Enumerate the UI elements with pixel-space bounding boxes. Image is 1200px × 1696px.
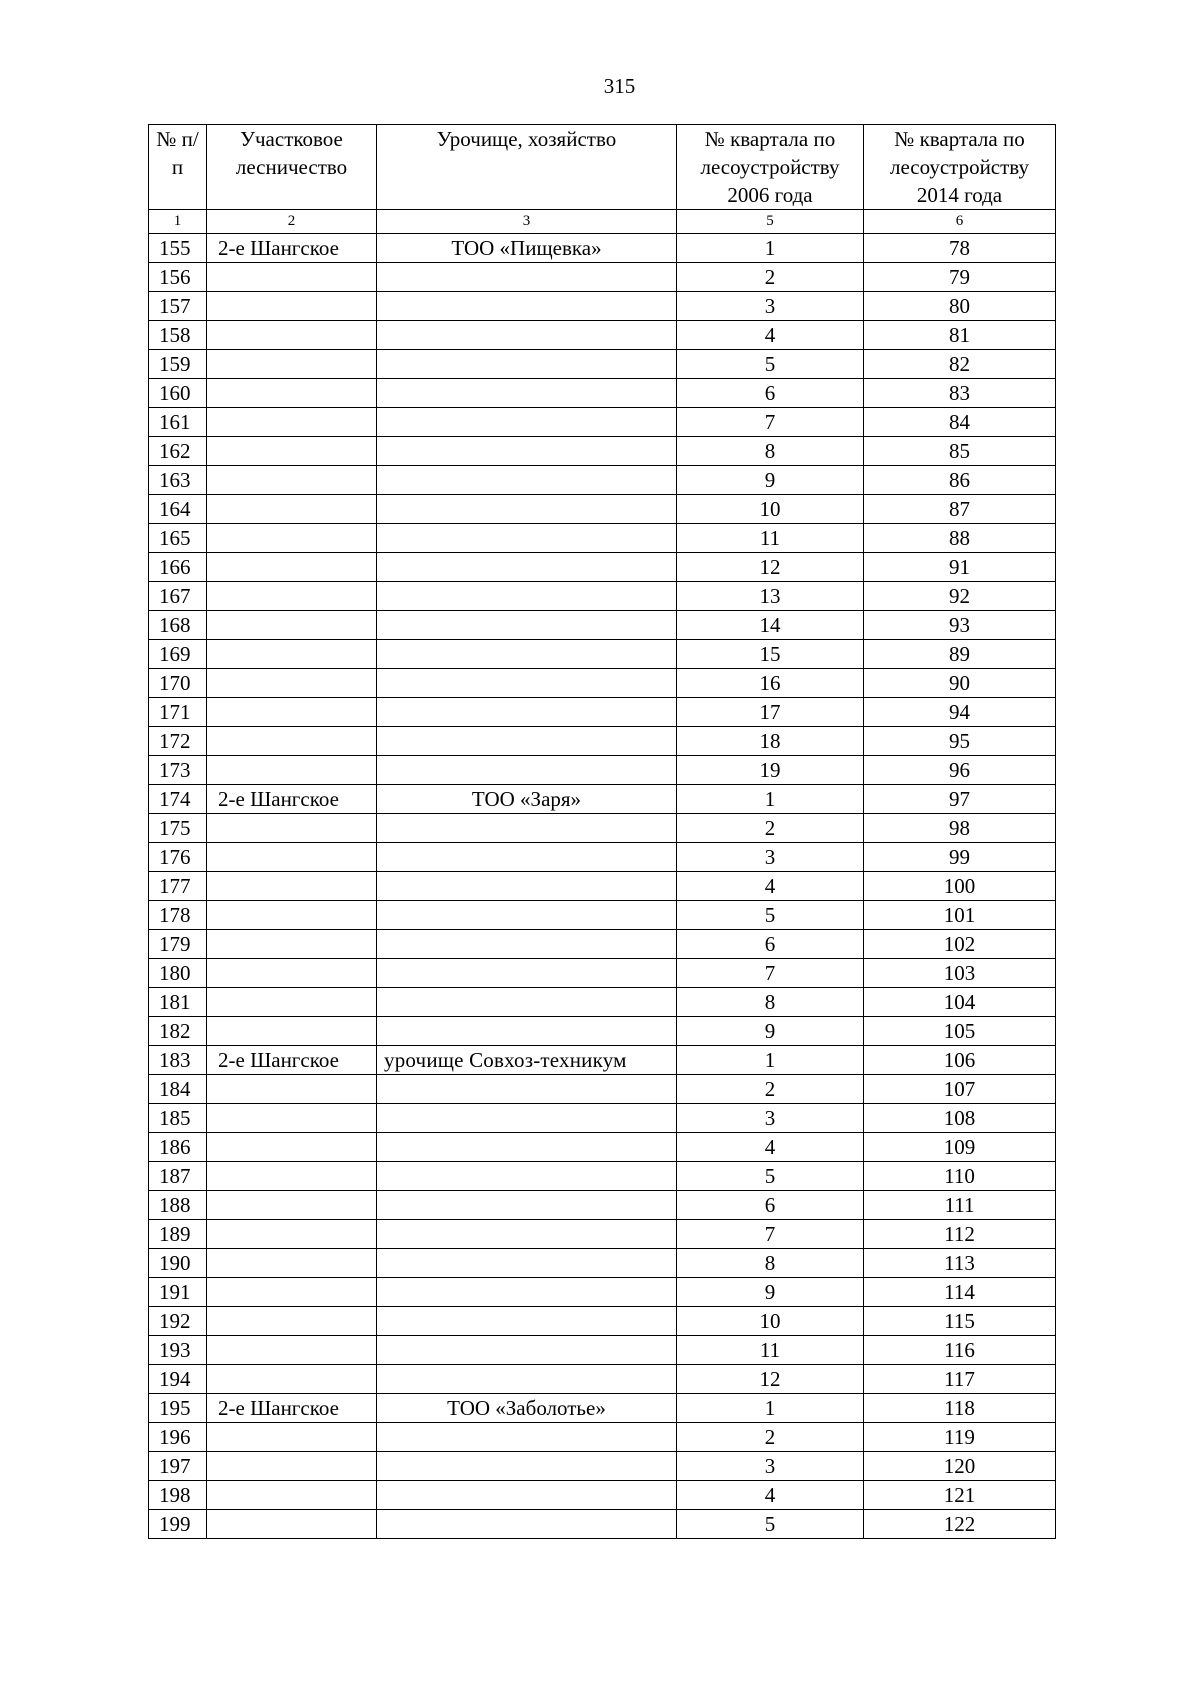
quarter-2014-cell: 115 <box>864 1307 1056 1336</box>
table-row <box>149 669 1056 698</box>
forestry-cell <box>207 1104 377 1133</box>
tract-cell <box>377 756 677 785</box>
tract-cell <box>377 930 677 959</box>
table-row <box>149 1046 1056 1075</box>
quarter-2006-cell: 19 <box>677 756 864 785</box>
tract-cell <box>377 988 677 1017</box>
quarter-2014-cell: 103 <box>864 959 1056 988</box>
tract-cell <box>377 611 677 640</box>
page-number: 315 <box>603 74 636 98</box>
quarter-2014-cell: 119 <box>864 1423 1056 1452</box>
table-row <box>149 1278 1056 1307</box>
tract-cell <box>377 1075 677 1104</box>
tract-cell <box>377 872 677 901</box>
quarter-2014-cell: 84 <box>864 408 1056 437</box>
quarter-2014-cell: 99 <box>864 843 1056 872</box>
quarter-2014-cell: 108 <box>864 1104 1056 1133</box>
tract-cell <box>377 553 677 582</box>
tract-cell <box>377 292 677 321</box>
quarter-2014-cell: 116 <box>864 1336 1056 1365</box>
quarter-2014-cell: 89 <box>864 640 1056 669</box>
row-number-cell: 185 <box>149 1104 207 1133</box>
tract-cell <box>377 466 677 495</box>
row-number-cell: 165 <box>149 524 207 553</box>
quarter-2006-cell: 8 <box>677 988 864 1017</box>
quarter-2006-cell: 3 <box>677 292 864 321</box>
row-number-cell: 176 <box>149 843 207 872</box>
quarter-2006-cell: 1 <box>677 1394 864 1423</box>
tract-cell: ТОО «Заболотье» <box>377 1394 677 1423</box>
forestry-cell: 2-е Шангское <box>207 785 377 814</box>
quarter-2014-cell: 86 <box>864 466 1056 495</box>
tract-cell: ТОО «Пищевка» <box>377 234 677 263</box>
row-number-cell: 193 <box>149 1336 207 1365</box>
row-number-cell: 181 <box>149 988 207 1017</box>
table-row <box>149 1307 1056 1336</box>
forestry-cell <box>207 1278 377 1307</box>
tract-cell <box>377 843 677 872</box>
forestry-cell <box>207 1133 377 1162</box>
tract-cell <box>377 1017 677 1046</box>
tract-cell <box>377 698 677 727</box>
row-number-cell: 159 <box>149 350 207 379</box>
row-number-cell: 179 <box>149 930 207 959</box>
quarter-2014-cell: 90 <box>864 669 1056 698</box>
quarter-2014-cell: 109 <box>864 1133 1056 1162</box>
quarter-2014-cell: 93 <box>864 611 1056 640</box>
quarter-2006-cell: 9 <box>677 1278 864 1307</box>
quarter-2006-cell: 6 <box>677 379 864 408</box>
tract-cell <box>377 1220 677 1249</box>
table-row <box>149 1191 1056 1220</box>
tract-cell <box>377 959 677 988</box>
row-number-cell: 172 <box>149 727 207 756</box>
forestry-cell <box>207 611 377 640</box>
tract-cell <box>377 640 677 669</box>
tract-cell: урочище Совхоз-техникум <box>377 1046 677 1075</box>
quarter-2006-cell: 5 <box>677 1162 864 1191</box>
header-quarter-2006: № квартала по лесоустройству 2006 года <box>677 125 864 210</box>
table-row <box>149 292 1056 321</box>
table-row <box>149 263 1056 292</box>
table-row <box>149 872 1056 901</box>
quarter-2006-cell: 14 <box>677 611 864 640</box>
table-row <box>149 785 1056 814</box>
header-tract-farm: Урочище, хозяйство <box>377 125 677 210</box>
table-row <box>149 1365 1056 1394</box>
forestry-cell <box>207 669 377 698</box>
row-number-cell: 186 <box>149 1133 207 1162</box>
row-number-cell: 194 <box>149 1365 207 1394</box>
row-number-cell: 157 <box>149 292 207 321</box>
tract-cell <box>377 1481 677 1510</box>
quarter-2006-cell: 9 <box>677 466 864 495</box>
quarter-2006-cell: 6 <box>677 1191 864 1220</box>
row-number-cell: 158 <box>149 321 207 350</box>
tract-cell <box>377 1162 677 1191</box>
forestry-cell: 2-е Шангское <box>207 1046 377 1075</box>
tract-cell <box>377 1452 677 1481</box>
row-number-cell: 180 <box>149 959 207 988</box>
quarter-2006-cell: 2 <box>677 1423 864 1452</box>
table-row <box>149 901 1056 930</box>
quarter-2014-cell: 118 <box>864 1394 1056 1423</box>
forestry-cell <box>207 1336 377 1365</box>
row-number-cell: 198 <box>149 1481 207 1510</box>
table-row <box>149 727 1056 756</box>
row-number-cell: 156 <box>149 263 207 292</box>
row-number-cell: 187 <box>149 1162 207 1191</box>
tract-cell <box>377 669 677 698</box>
table-row <box>149 379 1056 408</box>
quarter-2014-cell: 112 <box>864 1220 1056 1249</box>
forestry-cell <box>207 901 377 930</box>
forestry-cell <box>207 814 377 843</box>
quarter-2006-cell: 16 <box>677 669 864 698</box>
column-number-row <box>149 210 1056 234</box>
quarter-2014-cell: 101 <box>864 901 1056 930</box>
quarter-2014-cell: 94 <box>864 698 1056 727</box>
forestry-cell <box>207 640 377 669</box>
forestry-cell <box>207 872 377 901</box>
table-row <box>149 698 1056 727</box>
quarter-2006-cell: 9 <box>677 1017 864 1046</box>
row-number-cell: 190 <box>149 1249 207 1278</box>
quarter-2014-cell: 82 <box>864 350 1056 379</box>
quarter-2006-cell: 2 <box>677 814 864 843</box>
forestry-cell <box>207 1452 377 1481</box>
header-row-number: № п/п <box>149 125 207 210</box>
row-number-cell: 183 <box>149 1046 207 1075</box>
quarter-2014-cell: 105 <box>864 1017 1056 1046</box>
quarter-2014-cell: 122 <box>864 1510 1056 1539</box>
table-row <box>149 1481 1056 1510</box>
quarter-2006-cell: 8 <box>677 437 864 466</box>
table-row <box>149 1336 1056 1365</box>
forestry-cell: 2-е Шангское <box>207 1394 377 1423</box>
table-row <box>149 640 1056 669</box>
forestry-cell <box>207 408 377 437</box>
quarter-2006-cell: 10 <box>677 1307 864 1336</box>
quarter-2014-cell: 92 <box>864 582 1056 611</box>
forestry-cell <box>207 756 377 785</box>
quarter-2006-cell: 17 <box>677 698 864 727</box>
forestry-cell <box>207 263 377 292</box>
table-row <box>149 1220 1056 1249</box>
quarter-2006-cell: 13 <box>677 582 864 611</box>
table-row <box>149 1075 1056 1104</box>
table-row <box>149 1104 1056 1133</box>
row-number-cell: 189 <box>149 1220 207 1249</box>
tract-cell <box>377 1278 677 1307</box>
quarter-2006-cell: 3 <box>677 1452 864 1481</box>
quarter-register-table <box>148 124 1056 1539</box>
table-row <box>149 1017 1056 1046</box>
table-row <box>149 1249 1056 1278</box>
forestry-cell <box>207 843 377 872</box>
row-number-cell: 174 <box>149 785 207 814</box>
forestry-cell <box>207 698 377 727</box>
table-row <box>149 466 1056 495</box>
row-number-cell: 168 <box>149 611 207 640</box>
table-row <box>149 814 1056 843</box>
table-row <box>149 611 1056 640</box>
forestry-cell <box>207 1249 377 1278</box>
tract-cell <box>377 408 677 437</box>
forestry-cell <box>207 1365 377 1394</box>
table-row <box>149 959 1056 988</box>
quarter-2014-cell: 98 <box>864 814 1056 843</box>
table-row <box>149 1510 1056 1539</box>
forestry-cell <box>207 1191 377 1220</box>
forestry-cell <box>207 1510 377 1539</box>
table-row <box>149 1133 1056 1162</box>
quarter-2006-cell: 7 <box>677 959 864 988</box>
row-number-cell: 177 <box>149 872 207 901</box>
quarter-2014-cell: 96 <box>864 756 1056 785</box>
table-row <box>149 1162 1056 1191</box>
forestry-cell <box>207 1162 377 1191</box>
row-number-cell: 184 <box>149 1075 207 1104</box>
quarter-2006-cell: 5 <box>677 1510 864 1539</box>
forestry-cell <box>207 292 377 321</box>
quarter-2006-cell: 5 <box>677 350 864 379</box>
quarter-2014-cell: 79 <box>864 263 1056 292</box>
quarter-2006-cell: 2 <box>677 1075 864 1104</box>
row-number-cell: 166 <box>149 553 207 582</box>
quarter-2014-cell: 102 <box>864 930 1056 959</box>
forestry-cell <box>207 1017 377 1046</box>
table-row <box>149 582 1056 611</box>
tract-cell <box>377 263 677 292</box>
quarter-2006-cell: 2 <box>677 263 864 292</box>
tract-cell <box>377 321 677 350</box>
quarter-2014-cell: 113 <box>864 1249 1056 1278</box>
tract-cell: ТОО «Заря» <box>377 785 677 814</box>
table-row <box>149 1394 1056 1423</box>
tract-cell <box>377 1365 677 1394</box>
forestry-cell <box>207 959 377 988</box>
forestry-cell <box>207 988 377 1017</box>
column-number: 6 <box>864 210 1056 234</box>
row-number-cell: 196 <box>149 1423 207 1452</box>
table-row <box>149 408 1056 437</box>
quarter-2014-cell: 78 <box>864 234 1056 263</box>
table-row <box>149 553 1056 582</box>
tract-cell <box>377 1510 677 1539</box>
tract-cell <box>377 379 677 408</box>
row-number-cell: 161 <box>149 408 207 437</box>
header-forestry: Участковое лесничество <box>207 125 377 210</box>
row-number-cell: 173 <box>149 756 207 785</box>
tract-cell <box>377 350 677 379</box>
quarter-2014-cell: 95 <box>864 727 1056 756</box>
quarter-2006-cell: 5 <box>677 901 864 930</box>
tract-cell <box>377 1423 677 1452</box>
column-number: 3 <box>377 210 677 234</box>
quarter-2006-cell: 15 <box>677 640 864 669</box>
forestry-cell <box>207 1481 377 1510</box>
quarter-2014-cell: 120 <box>864 1452 1056 1481</box>
quarter-2006-cell: 6 <box>677 930 864 959</box>
column-number: 5 <box>677 210 864 234</box>
row-number-cell: 195 <box>149 1394 207 1423</box>
row-number-cell: 188 <box>149 1191 207 1220</box>
header-quarter-2014: № квартала по лесоустройству 2014 года <box>864 125 1056 210</box>
table-row <box>149 524 1056 553</box>
tract-cell <box>377 1104 677 1133</box>
tract-cell <box>377 727 677 756</box>
quarter-2014-cell: 121 <box>864 1481 1056 1510</box>
row-number-cell: 169 <box>149 640 207 669</box>
quarter-2014-cell: 81 <box>864 321 1056 350</box>
row-number-cell: 160 <box>149 379 207 408</box>
forestry-cell <box>207 930 377 959</box>
row-number-cell: 175 <box>149 814 207 843</box>
quarter-2006-cell: 1 <box>677 1046 864 1075</box>
table-row <box>149 756 1056 785</box>
forestry-cell <box>207 466 377 495</box>
quarter-2006-cell: 7 <box>677 408 864 437</box>
quarter-2006-cell: 8 <box>677 1249 864 1278</box>
quarter-2006-cell: 3 <box>677 1104 864 1133</box>
forestry-cell <box>207 727 377 756</box>
tract-cell <box>377 1307 677 1336</box>
quarter-2006-cell: 1 <box>677 234 864 263</box>
row-number-cell: 178 <box>149 901 207 930</box>
forestry-cell <box>207 350 377 379</box>
table-row <box>149 321 1056 350</box>
row-number-cell: 197 <box>149 1452 207 1481</box>
quarter-2006-cell: 12 <box>677 553 864 582</box>
table-header-row <box>149 125 1056 210</box>
forestry-cell <box>207 1423 377 1452</box>
row-number-cell: 167 <box>149 582 207 611</box>
table-body <box>149 234 1056 1539</box>
forestry-cell <box>207 524 377 553</box>
table-row <box>149 234 1056 263</box>
tract-cell <box>377 1133 677 1162</box>
quarter-2006-cell: 4 <box>677 1481 864 1510</box>
forestry-cell <box>207 495 377 524</box>
row-number-cell: 162 <box>149 437 207 466</box>
quarter-2014-cell: 114 <box>864 1278 1056 1307</box>
quarter-2014-cell: 87 <box>864 495 1056 524</box>
table-row <box>149 495 1056 524</box>
table-row <box>149 437 1056 466</box>
forestry-cell <box>207 321 377 350</box>
tract-cell <box>377 814 677 843</box>
forestry-cell <box>207 1220 377 1249</box>
table-row <box>149 1452 1056 1481</box>
quarter-2006-cell: 11 <box>677 1336 864 1365</box>
quarter-2006-cell: 1 <box>677 785 864 814</box>
column-number: 2 <box>207 210 377 234</box>
forestry-cell <box>207 1075 377 1104</box>
row-number-cell: 199 <box>149 1510 207 1539</box>
quarter-2014-cell: 83 <box>864 379 1056 408</box>
table-row <box>149 988 1056 1017</box>
forestry-cell <box>207 379 377 408</box>
forestry-cell: 2-е Шангское <box>207 234 377 263</box>
quarter-2006-cell: 4 <box>677 872 864 901</box>
tract-cell <box>377 582 677 611</box>
table-row <box>149 1423 1056 1452</box>
tract-cell <box>377 437 677 466</box>
tract-cell <box>377 1249 677 1278</box>
quarter-2006-cell: 12 <box>677 1365 864 1394</box>
quarter-2014-cell: 110 <box>864 1162 1056 1191</box>
forestry-cell <box>207 437 377 466</box>
quarter-2006-cell: 10 <box>677 495 864 524</box>
quarter-2014-cell: 100 <box>864 872 1056 901</box>
row-number-cell: 192 <box>149 1307 207 1336</box>
row-number-cell: 170 <box>149 669 207 698</box>
column-number: 1 <box>149 210 207 234</box>
quarter-2014-cell: 97 <box>864 785 1056 814</box>
tract-cell <box>377 524 677 553</box>
row-number-cell: 171 <box>149 698 207 727</box>
tract-cell <box>377 1191 677 1220</box>
quarter-2014-cell: 91 <box>864 553 1056 582</box>
quarter-2006-cell: 4 <box>677 321 864 350</box>
quarter-2014-cell: 106 <box>864 1046 1056 1075</box>
table-row <box>149 930 1056 959</box>
row-number-cell: 191 <box>149 1278 207 1307</box>
forestry-cell <box>207 553 377 582</box>
quarter-2006-cell: 4 <box>677 1133 864 1162</box>
quarter-2014-cell: 85 <box>864 437 1056 466</box>
quarter-2014-cell: 117 <box>864 1365 1056 1394</box>
tract-cell <box>377 495 677 524</box>
row-number-cell: 164 <box>149 495 207 524</box>
quarter-2014-cell: 80 <box>864 292 1056 321</box>
quarter-2006-cell: 7 <box>677 1220 864 1249</box>
row-number-cell: 182 <box>149 1017 207 1046</box>
quarter-2014-cell: 107 <box>864 1075 1056 1104</box>
tract-cell <box>377 1336 677 1365</box>
quarter-2014-cell: 104 <box>864 988 1056 1017</box>
forestry-cell <box>207 1307 377 1336</box>
table-row <box>149 350 1056 379</box>
row-number-cell: 163 <box>149 466 207 495</box>
quarter-2014-cell: 111 <box>864 1191 1056 1220</box>
forestry-cell <box>207 582 377 611</box>
tract-cell <box>377 901 677 930</box>
quarter-2014-cell: 88 <box>864 524 1056 553</box>
row-number-cell: 155 <box>149 234 207 263</box>
quarter-2006-cell: 18 <box>677 727 864 756</box>
table-row <box>149 843 1056 872</box>
quarter-2006-cell: 3 <box>677 843 864 872</box>
quarter-2006-cell: 11 <box>677 524 864 553</box>
